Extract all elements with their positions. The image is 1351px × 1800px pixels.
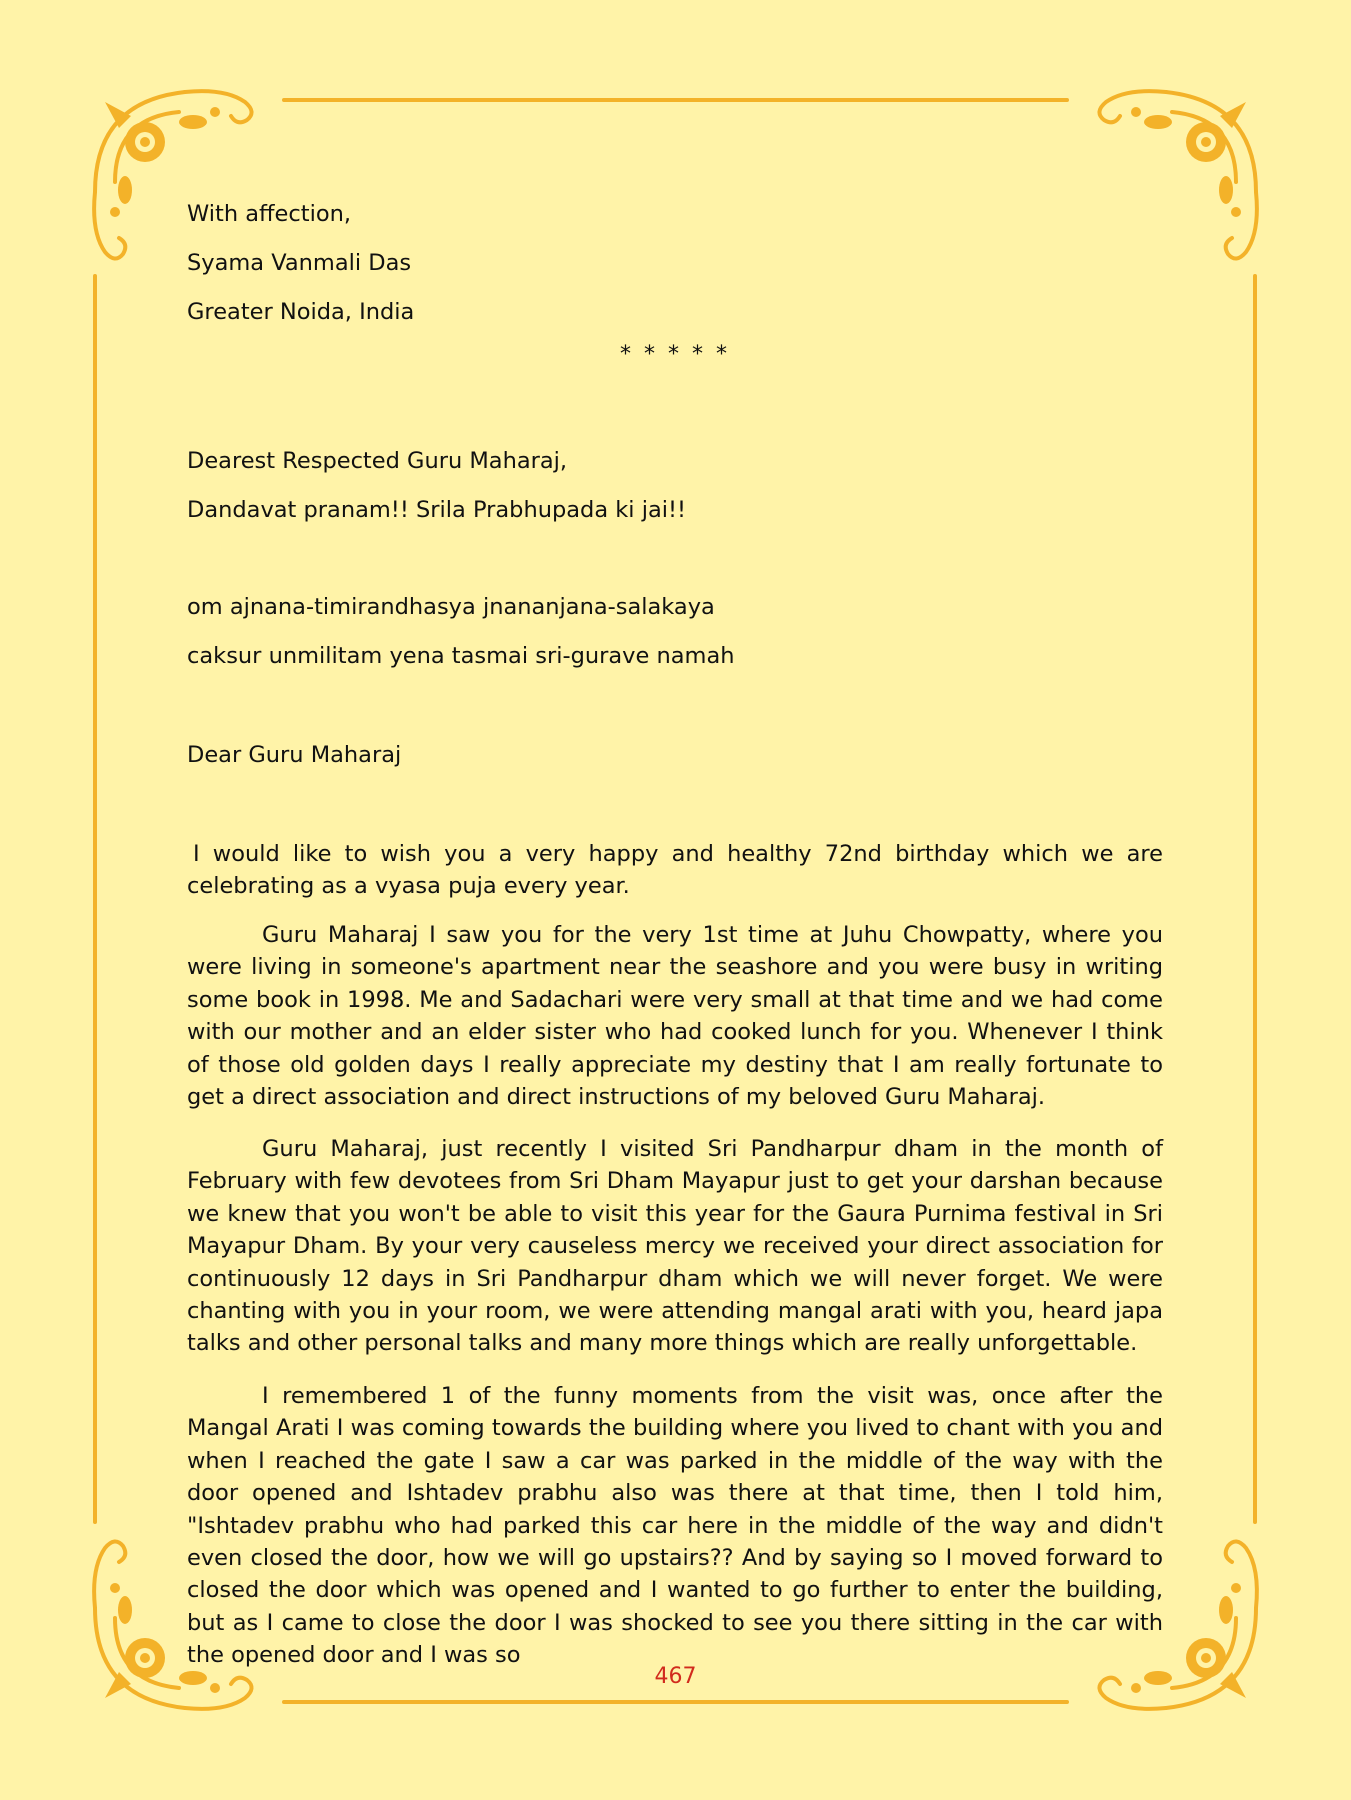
ornament-corner-top-left — [85, 82, 275, 272]
signature-name: Syama Vanmali Das — [187, 250, 412, 276]
paragraph-4: I remembered 1 of the funny moments from the visit was, once after the Mangal Arati I was coming towards the building where you lived to chant with you and when I reached the gate I saw a car was parked in the middle of the way with the door opened and Ishtadev prabhu also was there at that time, then I told him, "Ishtadev prabhu who had parked this car here in the middle of the way and didn't even closed the door, how we will go upstairs?? And by saying so I moved forward to closed the door which was opened and I wanted to go further to enter the building, but as I came to close the door I was shocked to see you there sitting in the car with the opened door and I was so — [187, 1383, 1163, 1669]
border-left-line — [93, 274, 97, 1524]
border-bottom-line — [282, 1700, 1069, 1704]
border-top-line — [282, 98, 1069, 102]
letter-obeisances: Dandavat pranam!! Srila Prabhupada ki jai!! — [187, 497, 687, 523]
verse-line-1: om ajnana-timirandhasya jnananjana-salakaya — [187, 594, 715, 620]
paragraph-3: Guru Maharaj, just recently I visited Sri Pandharpur dham in the month of February with few devotees from Sri Dham Mayapur just to get your darshan because we knew that you won't be able to visit this year for the Gaura Purnima festival in Sri Mayapur Dham. By your very causeless mercy we received your direct association for continuously 12 days in Sri Pandharpur dham which we will never forget. We were chanting with you in your room, we were attending mangal arati with you, heard japa talks and other personal talks and many more things which are really unforgettable. — [187, 1136, 1163, 1357]
page-number: 467 — [654, 1664, 697, 1689]
paragraph-1: I would like to wish you a very happy and healthy 72nd birthday which we are celebrating as a vyasa puja every year. — [187, 841, 1163, 900]
border-right-line — [1253, 274, 1257, 1524]
verse-line-2: caksur unmilitam yena tasmai sri-gurave namah — [187, 643, 735, 669]
closing-line: With affection, — [187, 201, 351, 227]
letter-greeting: Dear Guru Maharaj — [187, 742, 402, 768]
section-separator: * * * * * — [620, 342, 730, 367]
signature-location: Greater Noida, India — [187, 299, 415, 325]
letter-salutation: Dearest Respected Guru Maharaj, — [187, 448, 568, 474]
ornament-corner-top-right — [1076, 82, 1266, 272]
paragraph-2: Guru Maharaj I saw you for the very 1st time at Juhu Chowpatty, where you were living in someone's apartment near the seashore and you were busy in writing some book in 1998. Me and Sadachari were very small at that time and we had come with our mother and an elder sister who had cooked lunch for you. Whenever I think of those old golden days I really appreciate my destiny that I am really fortunate to get a direct association and direct instructions of my beloved Guru Maharaj. — [187, 922, 1163, 1111]
